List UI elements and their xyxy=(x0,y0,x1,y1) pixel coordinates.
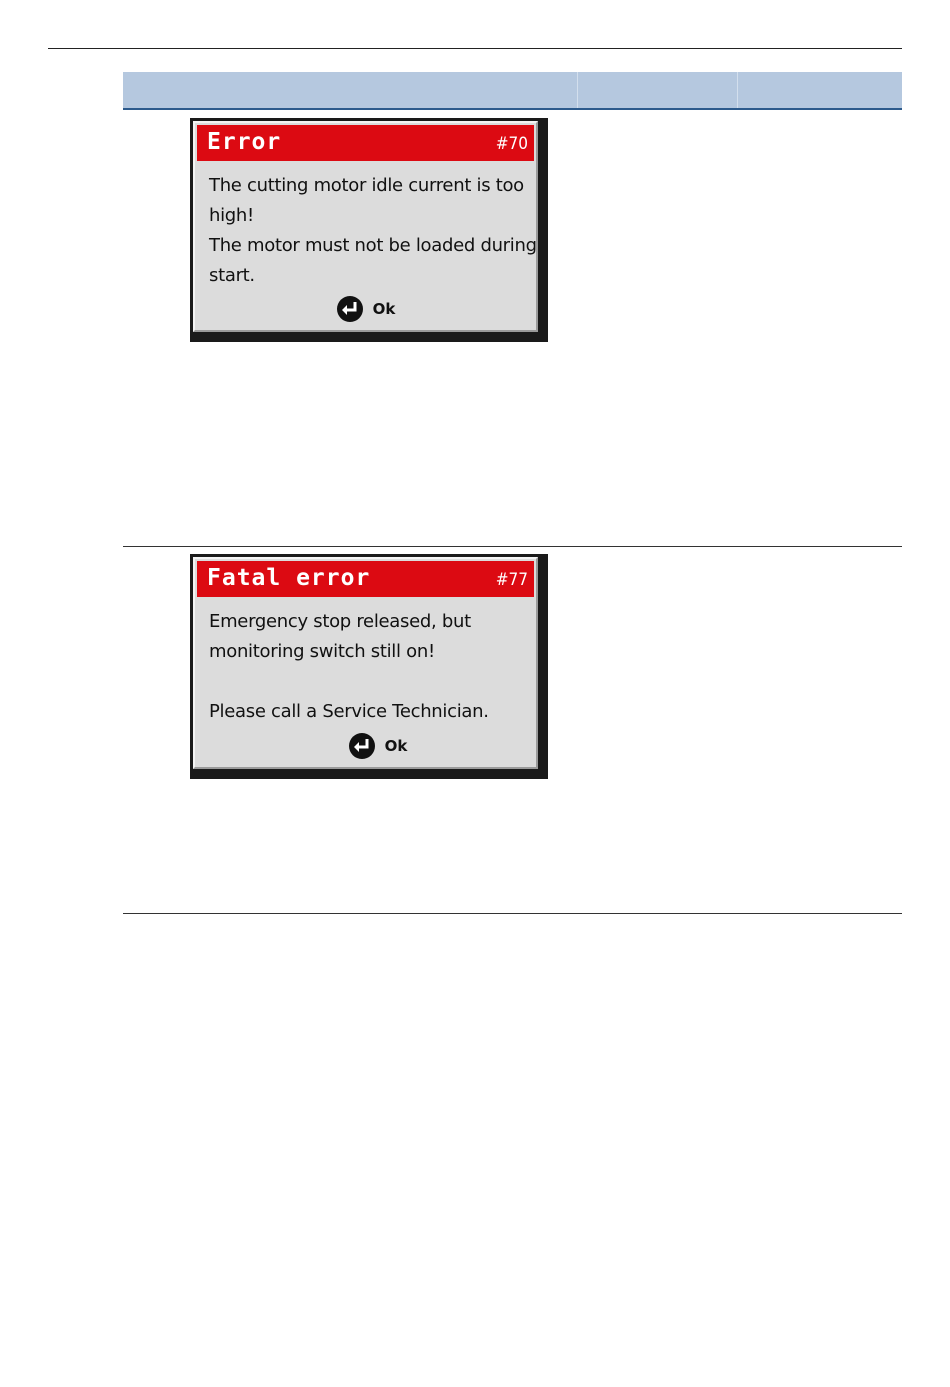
message-line: The cutting motor idle current is too xyxy=(209,175,524,196)
error-code: #77 xyxy=(495,570,528,590)
dialog-message xyxy=(209,607,526,727)
message-line: high! xyxy=(209,205,254,226)
header-column-separator xyxy=(577,72,578,108)
message-line: Please call a Service Technician. xyxy=(209,701,489,722)
enter-arrow-icon xyxy=(348,732,376,760)
dialog-panel xyxy=(193,557,538,769)
message-line: The motor must not be loaded during xyxy=(209,235,537,256)
ok-button[interactable] xyxy=(195,295,536,323)
message-line: start. xyxy=(209,265,255,286)
dialog-title: Fatal error xyxy=(207,565,371,591)
message-line: Emergency stop released, but xyxy=(209,611,471,632)
header-column-separator xyxy=(737,72,738,108)
ok-button[interactable] xyxy=(219,732,536,760)
dialog-title-bar xyxy=(197,561,534,597)
enter-arrow-icon xyxy=(336,295,364,323)
page-top-rule xyxy=(48,48,902,49)
dialog-message xyxy=(209,171,537,291)
fatal-error-dialog-screenshot xyxy=(190,554,548,779)
ok-label: Ok xyxy=(384,737,408,755)
dialog-panel xyxy=(193,121,538,332)
table-header-band xyxy=(123,72,902,110)
message-line: monitoring switch still on! xyxy=(209,641,435,662)
error-code: #70 xyxy=(495,134,528,154)
dialog-title: Error xyxy=(207,129,282,155)
error-dialog-screenshot xyxy=(190,118,548,342)
table-row-rule xyxy=(123,913,902,914)
dialog-title-bar xyxy=(197,125,534,161)
table-row-rule xyxy=(123,546,902,547)
ok-label: Ok xyxy=(372,300,396,318)
message-line xyxy=(209,667,526,697)
